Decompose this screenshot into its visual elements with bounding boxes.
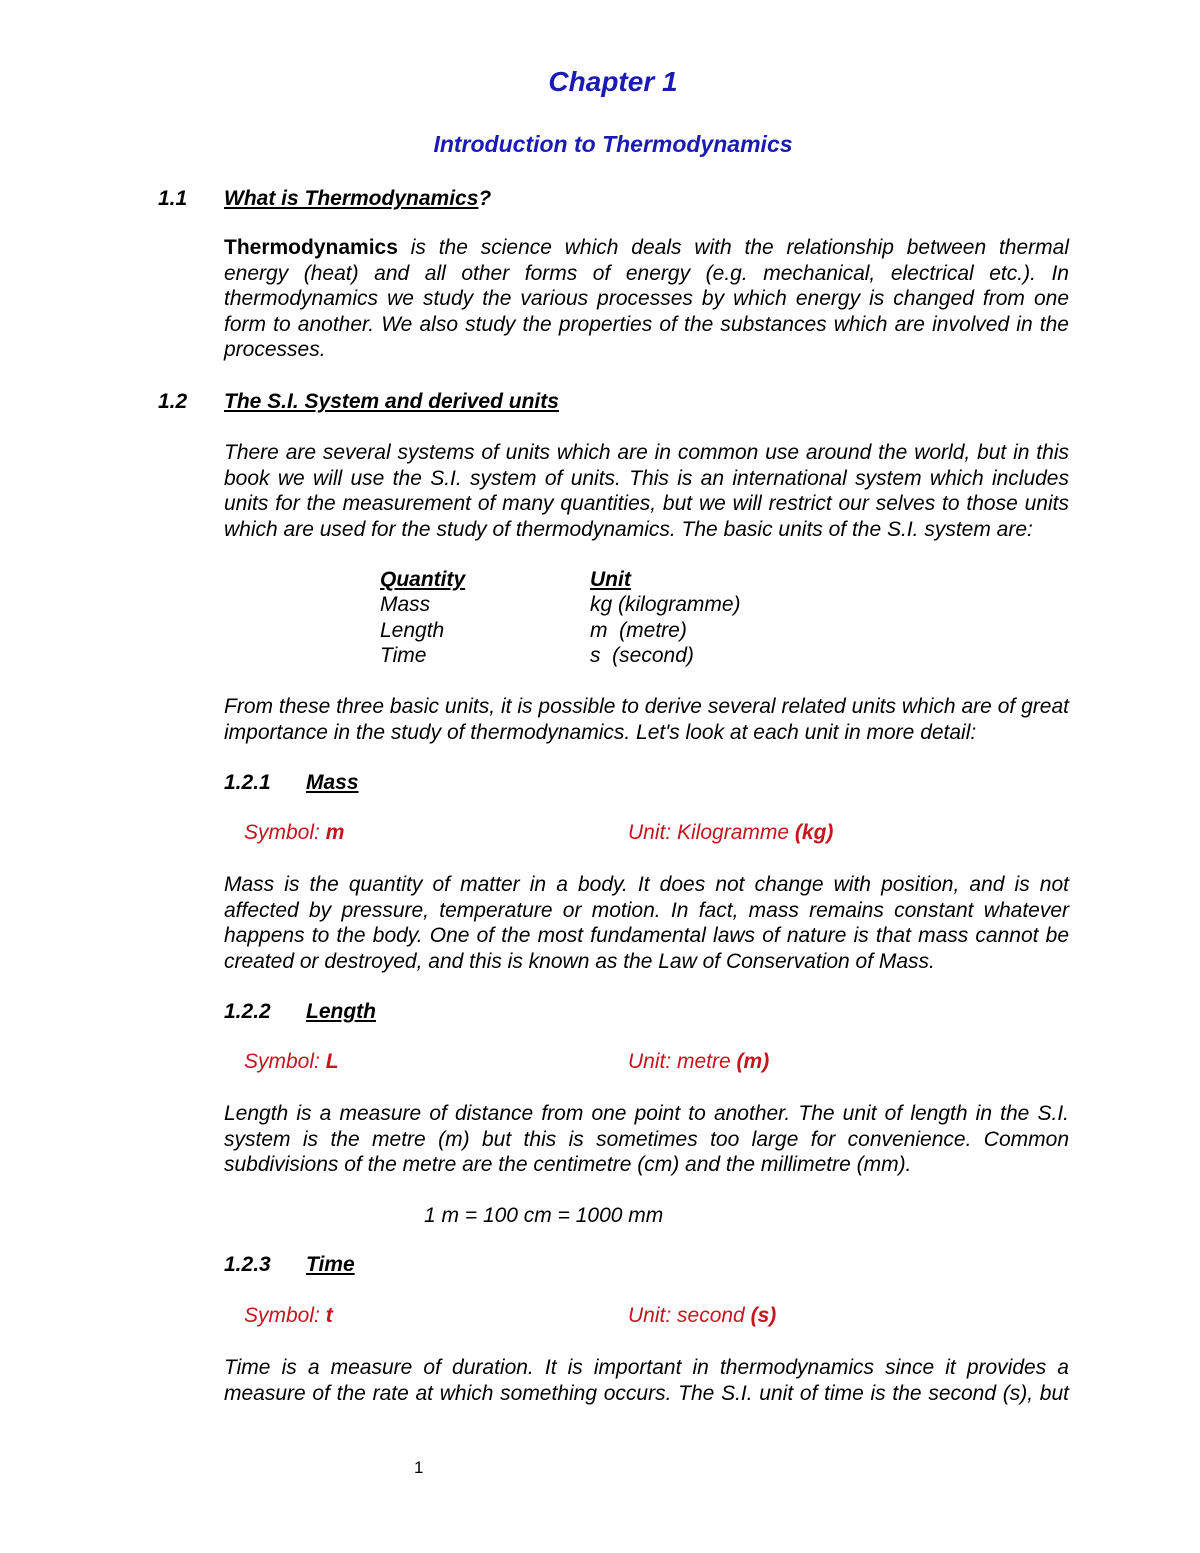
chapter-subtitle: Introduction to Thermodynamics — [433, 131, 793, 157]
unit-line-time — [628, 1304, 776, 1328]
section-number-1-2: 1.2 — [158, 390, 188, 413]
table-cell-quantity: Time — [380, 644, 427, 667]
section-title-time: Time — [306, 1253, 355, 1276]
symbol-time: t — [325, 1304, 333, 1327]
paragraph-mass: Mass is the quantity of matter in a body. It does not change with position, and is not affected by pressure, temperature or motion. In fact, mass remains constant whatever happens to the body. One of the most fundamental laws of nature is that mass cannot be created or destroyed, and this is known as the Law of Conservation of Mass. — [224, 873, 1069, 973]
symbol-label: Symbol: — [244, 821, 326, 844]
equation-length: 1 m = 100 cm = 1000 mm — [424, 1204, 664, 1227]
symbol-label: Symbol: — [244, 1050, 326, 1073]
table-cell-unit: kg (kilogramme) — [590, 593, 741, 616]
symbol-line-length — [244, 1050, 339, 1074]
table-cell-unit: s (second) — [590, 644, 694, 667]
unit-length: (m) — [736, 1050, 770, 1073]
unit-label: Unit: second — [628, 1304, 751, 1327]
page-number: 1 — [414, 1458, 424, 1477]
symbol-mass: m — [325, 821, 345, 844]
table-cell-quantity: Mass — [380, 593, 431, 616]
section-number-1-2-2: 1.2.2 — [224, 1000, 271, 1023]
paragraph-time: Time is a measure of duration. It is important in thermodynamics since it provides a measure of the rate at which something occurs. The S.I. unit of time is the second (s), but — [224, 1356, 1069, 1405]
paragraph-thermodynamics-definition — [224, 235, 1069, 363]
unit-label: Unit: metre — [628, 1050, 737, 1073]
section-title-length: Length — [306, 1000, 376, 1023]
paragraph-derived-units: From these three basic units, it is possible to derive several related units which are of great importance in the study of thermodynamics. Let's look at each unit in more detail: — [224, 695, 1069, 744]
chapter-title: Chapter 1 — [548, 66, 678, 97]
section-title-1-1: What is Thermodynamics — [224, 187, 479, 210]
term-thermodynamics: Thermodynamics — [224, 236, 398, 259]
section-number-1-2-3: 1.2.3 — [224, 1253, 271, 1276]
symbol-line-time — [244, 1304, 333, 1328]
section-number-1-2-1: 1.2.1 — [224, 771, 271, 794]
section-heading-1-1 — [224, 187, 491, 211]
unit-line-length — [628, 1050, 769, 1074]
paragraph-length: Length is a measure of distance from one point to another. The unit of length in the S.I. system is the metre (m) but this is sometimes too large for convenience. Common subdivisions of the metre are the centimetre (cm) and the millimetre (mm). — [224, 1102, 1069, 1176]
symbol-length: L — [325, 1050, 339, 1073]
section-title-mass: Mass — [306, 771, 359, 794]
unit-time: (s) — [750, 1304, 777, 1327]
table-cell-unit: m (metre) — [590, 619, 687, 642]
unit-mass: (kg) — [794, 821, 834, 844]
unit-line-mass — [628, 821, 833, 845]
unit-label: Unit: Kilogramme — [628, 821, 795, 844]
section-title-1-2: The S.I. System and derived units — [224, 390, 559, 413]
definition-text: is the science which deals with the relationship between thermal energy (heat) and all other forms of energy (e.g. mechanical, electrical etc.). In thermodynamics we study the various processes by which energy is changed from one form to another. We also study the properties of the substances which are involved in the processes. — [224, 236, 1069, 361]
symbol-label: Symbol: — [244, 1304, 326, 1327]
table-header-unit: Unit — [590, 568, 631, 591]
section-title-suffix: ? — [478, 187, 492, 210]
table-cell-quantity: Length — [380, 619, 445, 642]
paragraph-si-system: There are several systems of units which are in common use around the world, but in this book we will use the S.I. system of units. This is an international system which includes units for the measurement of many quantities, but we will restrict our selves to those units which are used for the study of thermodynamics. The basic units of the S.I. system are: — [224, 441, 1069, 541]
table-header-quantity: Quantity — [380, 568, 466, 591]
section-number-1-1: 1.1 — [158, 187, 188, 210]
symbol-line-mass — [244, 821, 344, 845]
